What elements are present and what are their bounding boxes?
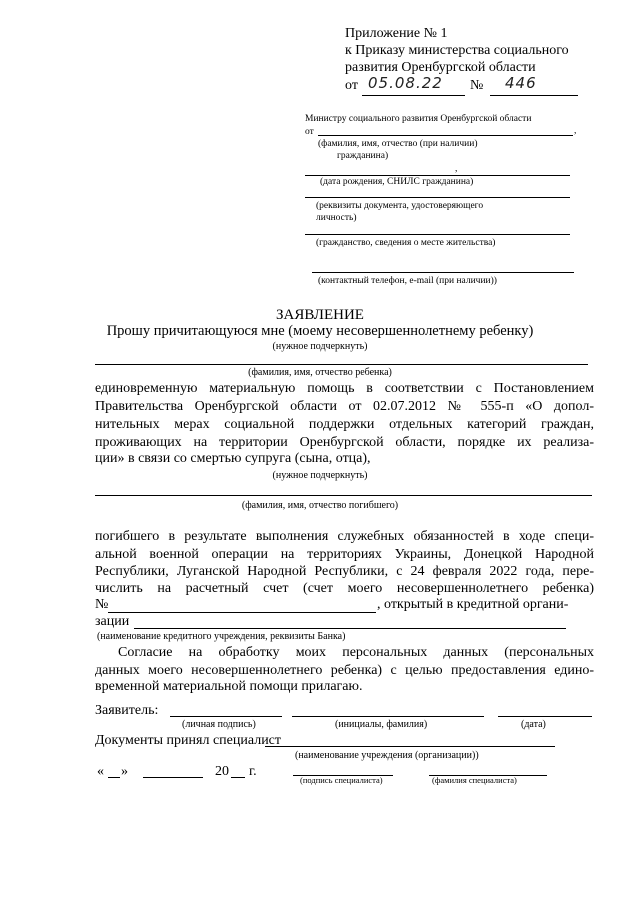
hint-initials: (инициалы, фамилия) xyxy=(335,719,428,730)
appendix-from-label: от xyxy=(345,78,358,93)
consent-line2: данных моего несовершеннолетнего ребенка) с целью предоставления едино- xyxy=(95,663,594,678)
para2-line4: числить на расчетный счет (счет моего несовершеннолетнего ребенка) xyxy=(95,581,594,596)
underline-hint-1: (нужное подчеркнуть) xyxy=(272,341,368,352)
hint-doc-1: (реквизиты документа, удостоверяющего xyxy=(316,201,484,211)
appendix-order: к Приказу министерства социального xyxy=(345,43,569,58)
hint-name-1: (фамилия, имя, отчество (при наличии) xyxy=(318,139,478,149)
accepted-label: Документы принял специалист xyxy=(95,733,282,748)
para1-line4: проживающих на территории Оренбургской области, порядке их реализа- xyxy=(95,435,594,450)
account-tail: , открытый в кредитной органи- xyxy=(377,597,569,612)
hint-name-2: гражданина) xyxy=(337,151,389,161)
hint-birth: (дата рождения, СНИЛС гражданина) xyxy=(320,177,474,187)
applicant-label: Заявитель: xyxy=(95,703,159,718)
hint-institution: (наименование учреждения (организации)) xyxy=(295,750,479,761)
appendix-title: Приложение № 1 xyxy=(345,26,448,41)
from-label: от xyxy=(305,127,314,137)
appendix-number-label: № xyxy=(470,78,484,93)
consent-line3: временной материальной помощи прилагаю. xyxy=(95,679,363,694)
number-line xyxy=(490,95,578,96)
consent-line1: Согласие на обработку моих персональных данных (персональных xyxy=(118,645,594,660)
applicant-date-line xyxy=(498,716,592,717)
hint-contacts: (контактный телефон, e-mail (при наличии)) xyxy=(318,276,497,286)
date-close-quote: » xyxy=(121,764,128,779)
date-line xyxy=(362,95,465,96)
applicant-signature-line xyxy=(170,716,282,717)
contacts-line xyxy=(312,272,574,273)
underline-hint-2: (нужное подчеркнуть) xyxy=(272,470,368,481)
child-name-line xyxy=(95,364,588,365)
para1-line1: единовременную материальную помощь в соответствии с Постановлением xyxy=(95,381,594,396)
handwritten-date: 05.08.22 xyxy=(368,74,443,92)
bank-line xyxy=(134,628,566,629)
account-label: № xyxy=(95,597,109,612)
year-line xyxy=(231,777,245,778)
year-prefix: 20 xyxy=(215,764,229,779)
para2-line2: альной военной операции на территориях Украины, Донецкой Народной xyxy=(95,547,594,562)
request-line: Прошу причитающуюся мне (моему несовершеннолетнему ребенку) xyxy=(106,323,534,339)
citizenship-line xyxy=(305,234,570,235)
applicant-initials-line xyxy=(292,716,484,717)
document-line xyxy=(305,197,570,198)
applicant-name-line xyxy=(318,135,573,136)
birth-line xyxy=(305,175,570,176)
year-suffix: г. xyxy=(249,764,257,779)
month-line xyxy=(143,777,203,778)
hint-date: (дата) xyxy=(521,719,546,730)
hint-specialist-signature: (подпись специалиста) xyxy=(300,775,383,785)
comma: , xyxy=(574,126,577,136)
hint-doc-2: личность) xyxy=(316,213,357,223)
hint-deceased-name: (фамилия, имя, отчество погибшего) xyxy=(241,500,399,511)
recipient: Министру социального развития Оренбургской области xyxy=(305,114,532,124)
hint-bank: (наименование кредитного учреждения, реквизиты Банка) xyxy=(97,631,346,642)
hint-child-name: (фамилия, имя, отчество ребенка) xyxy=(248,367,392,378)
statement-title: ЗАЯВЛЕНИЕ xyxy=(276,307,364,323)
para1-line3: нительных мерах социальной поддержки отдельных категорий граждан, xyxy=(95,417,594,432)
handwritten-number: 446 xyxy=(505,74,537,92)
institution-line xyxy=(265,746,555,747)
hint-citizenship: (гражданство, сведения о месте жительства) xyxy=(316,238,496,248)
para1-line2: Правительства Оренбургской области от 02.07.2012 № 555-п «О допол- xyxy=(95,399,594,414)
para2-line6: зации xyxy=(95,614,130,629)
deceased-name-line xyxy=(95,495,592,496)
appendix-ministry: развития Оренбургской области xyxy=(345,60,536,75)
para2-line1: погибшего в результате выполнения служебных обязанностей в ходе специ- xyxy=(95,529,594,544)
day-line xyxy=(108,777,120,778)
para1-line5: ции» в связи со смертью супруга (сына, отца), xyxy=(95,451,371,466)
account-line xyxy=(108,612,376,613)
hint-specialist-name: (фамилия специалиста) xyxy=(432,775,517,785)
comma2: , xyxy=(455,164,458,174)
hint-signature: (личная подпись) xyxy=(182,719,256,730)
date-open-quote: « xyxy=(97,764,104,779)
para2-line3: Республики, Луганской Народной Республики, с 24 февраля 2022 года, пере- xyxy=(95,564,594,579)
